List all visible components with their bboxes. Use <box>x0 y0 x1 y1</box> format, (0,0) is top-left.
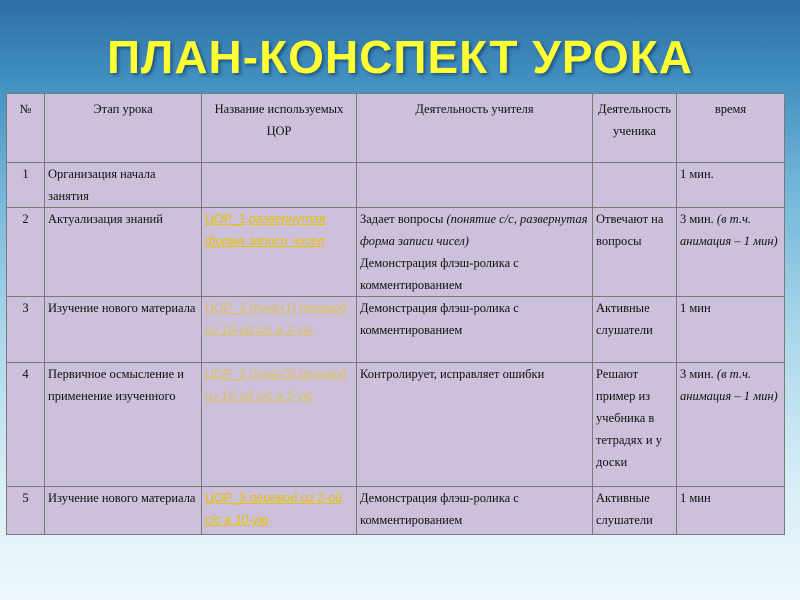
time-note: (в т.ч. анимация – 1 мин) <box>680 212 778 248</box>
row-number: 4 <box>7 363 45 487</box>
teacher-activity-extra: Демонстрация флэш-ролика с комментированием <box>360 256 519 292</box>
cor-link-description[interactable]: перевод из 10-ой с/с в 2-ую <box>205 301 347 337</box>
table-header-row <box>7 94 785 163</box>
header-stage: Этап урока <box>45 94 202 163</box>
row-number: 5 <box>7 487 45 535</box>
header-number: № <box>7 94 45 163</box>
table-row <box>7 363 785 487</box>
row-time: 1 мин <box>677 297 785 363</box>
header-teacher: Деятельность учителя <box>357 94 593 163</box>
row-teacher: Демонстрация флэш-ролика с комментированием <box>357 487 593 535</box>
cor-link[interactable]: ЦОР_2 (пункт1) <box>205 301 296 315</box>
row-time: 1 мин <box>677 487 785 535</box>
header-student: Деятельность ученика <box>593 94 677 163</box>
teacher-activity: Задает вопросы <box>360 212 447 226</box>
row-cor <box>202 363 357 487</box>
cor-link[interactable]: ЦОР_3 <box>205 491 250 505</box>
lesson-plan-table <box>6 93 785 535</box>
row-student <box>593 163 677 208</box>
row-number: 2 <box>7 208 45 297</box>
header-time: время <box>677 94 785 163</box>
table-row <box>7 487 785 535</box>
row-student: Решают пример из учебника в тетрадях и у доски <box>593 363 677 487</box>
row-cor <box>202 163 357 208</box>
row-number: 1 <box>7 163 45 208</box>
time-value: 3 мин. <box>680 367 717 381</box>
row-student: Активные слушатели <box>593 487 677 535</box>
row-stage: Первичное осмысление и применение изученного <box>45 363 202 487</box>
row-cor <box>202 297 357 363</box>
row-student: Отвечают на вопросы <box>593 208 677 297</box>
cor-link[interactable]: ЦОР_1 <box>205 212 246 226</box>
row-teacher <box>357 208 593 297</box>
cor-link-description[interactable]: развернутая форма записи чисел <box>205 212 326 248</box>
cor-link-description[interactable]: перевод из 10-ой с/с в 2-ую <box>205 367 347 403</box>
teacher-activity-note: (понятие с/с, развернутая форма записи чисел) <box>360 212 588 248</box>
row-stage: Актуализация знаний <box>45 208 202 297</box>
row-time <box>677 208 785 297</box>
row-time: 1 мин. <box>677 163 785 208</box>
row-number: 3 <box>7 297 45 363</box>
time-value: 3 мин. <box>680 212 717 226</box>
row-stage: Изучение нового материала <box>45 297 202 363</box>
table-row <box>7 208 785 297</box>
row-teacher: Демонстрация флэш-ролика с комментированием <box>357 297 593 363</box>
time-note: (в т.ч. анимация – 1 мин) <box>680 367 778 403</box>
slide-title: ПЛАН-КОНСПЕКТ УРОКА <box>106 31 693 83</box>
row-student: Активные слушатели <box>593 297 677 363</box>
row-teacher <box>357 163 593 208</box>
table-row <box>7 163 785 208</box>
cor-link-description[interactable]: перевод из 2-ой с/с в 10-ую <box>205 491 342 527</box>
row-stage: Изучение нового материала <box>45 487 202 535</box>
row-cor <box>202 208 357 297</box>
table-row <box>7 297 785 363</box>
header-cor: Название используемых ЦОР <box>202 94 357 163</box>
row-cor <box>202 487 357 535</box>
row-stage: Организация начала занятия <box>45 163 202 208</box>
row-time <box>677 363 785 487</box>
cor-link[interactable]: ЦОР_2 (пункт3) <box>205 367 296 381</box>
row-teacher: Контролирует, исправляет ошибки <box>357 363 593 487</box>
